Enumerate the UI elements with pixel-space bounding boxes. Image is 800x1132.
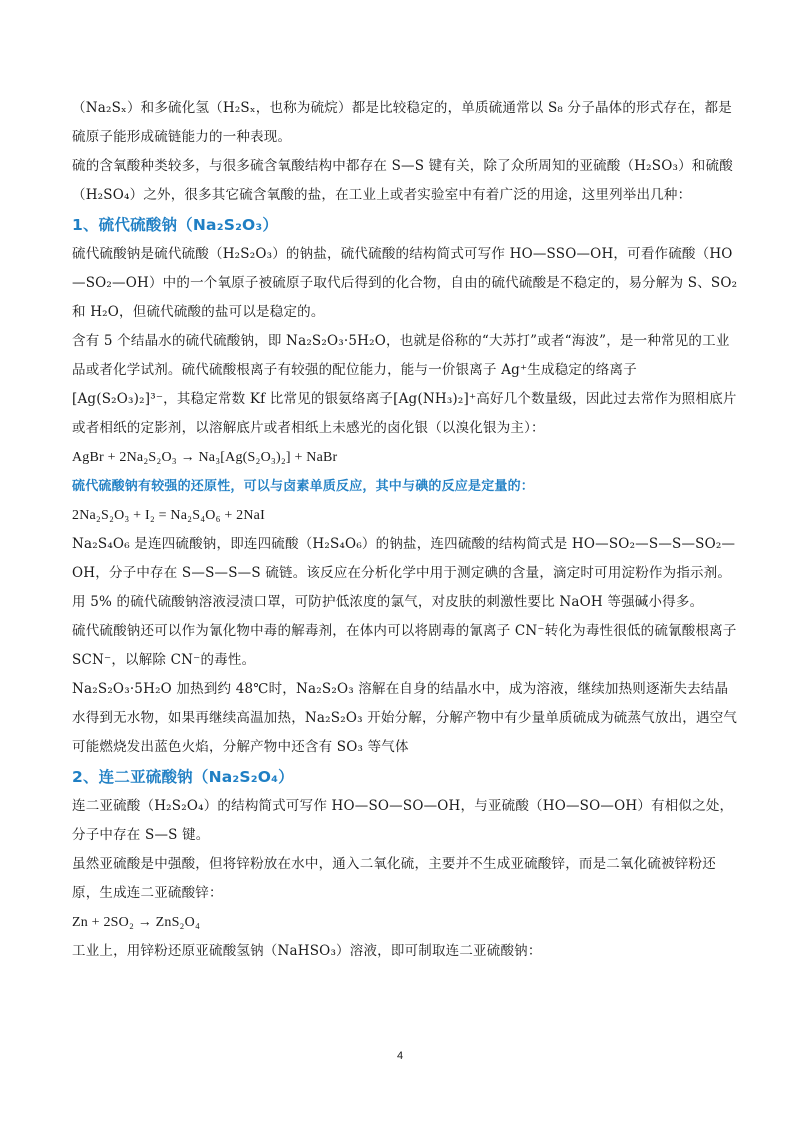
paragraph: 硫代硫酸钠是硫代硫酸（H₂S₂O₃）的钠盐，硫代硫酸的结构简式可写作 HO—SSO—OH，可看作硫酸（HO—SO₂—OH）中的一个氧原子被硫原子取代后得到的化合物，自由的硫代硫酸是不稳定的，易分解为 S、SO₂ 和 H₂O，但硫代硫酸的盐可以是稳定的。 [72, 246, 738, 320]
paragraph: Na₂S₄O₆ 是连四硫酸钠，即连四硫酸（H₂S₄O₆）的钠盐，连四硫酸的结构简式是 HO—SO₂—S—S—SO₂—OH，分子中存在 S—S—S—S 硫链。该反应在分析化学中用于测定碘的含量，滴定时可用淀粉作为指示剂。 [72, 536, 736, 581]
paragraph: 硫的含氧酸种类较多，与很多硫含氧酸结构中都存在 S—S 键有关，除了众所周知的亚硫酸（H₂SO₃）和硫酸（H₂SO₄）之外，很多其它硫含氧酸的盐，在工业上或者实验室中有着广泛的用途，这里列举出几种： [72, 158, 733, 203]
chemical-equation: 2Na₂S₂O₃ + I₂ = Na₂S₄O₆ + 2NaI [72, 508, 265, 523]
chemical-equation: AgBr + 2Na₂S₂O₃ → Na₃[Ag(S₂O₃)₂] + NaBr [72, 450, 338, 465]
page-number: 4 [396, 1050, 404, 1062]
paragraph: （Na₂Sₓ）和多硫化氢（H₂Sₓ，也称为硫烷）都是比较稳定的，单质硫通常以 S₈ 分子晶体的形式存在，都是硫原子能形成硫链能力的一种表现。 [72, 100, 732, 145]
paragraph: Na₂S₂O₃·5H₂O 加热到约 48℃时，Na₂S₂O₃ 溶解在自身的结晶水中，成为溶液，继续加热则逐渐失去结晶水得到无水物，如果再继续高温加热，Na₂S₂O₃ 开始分解，分解产物中有少量单质硫成为硫蒸气放出，遇空气可能燃烧发出蓝色火焰，分解产物中还含有 SO₃ 等气体 [72, 681, 738, 755]
highlighted-note: 硫代硫酸钠有较强的还原性，可以与卤素单质反应，其中与碘的反应是定量的： [72, 479, 535, 494]
section-heading: 1、硫代硫酸钠（Na₂S₂O₃） [72, 216, 279, 234]
paragraph: 硫代硫酸钠还可以作为氰化物中毒的解毒剂，在体内可以将剧毒的氰离子 CN⁻转化为毒性很低的硫氰酸根离子 SCN⁻，以解除 CN⁻的毒性。 [72, 623, 737, 668]
paragraph: 连二亚硫酸（H₂S₂O₄）的结构简式可写作 HO—SO—SO—OH，与亚硫酸（HO—SO—OH）有相似之处，分子中存在 S—S 键。 [72, 798, 734, 843]
chemical-equation: Zn + 2SO₂ → ZnS₂O₄ [72, 915, 201, 930]
paragraph: 工业上，用锌粉还原亚硫酸氢钠（NaHSO₃）溶液，即可制取连二亚硫酸钠： [72, 943, 542, 959]
section-heading: 2、连二亚硫酸钠（Na₂S₂O₄） [72, 768, 294, 786]
page-content [72, 94, 740, 966]
paragraph: 虽然亚硫酸是中强酸，但将锌粉放在水中，通入二氧化硫，主要并不生成亚硫酸锌，而是二氧化硫被锌粉还原，生成连二亚硫酸锌： [72, 856, 716, 901]
paragraph: 含有 5 个结晶水的硫代硫酸钠，即 Na₂S₂O₃·5H₂O，也就是俗称的“大苏打”或者“海波”，是一种常见的工业品或者化学试剂。硫代硫酸根离子有较强的配位能力，能与一价银离子 Ag⁺生成稳定的络离子 [Ag(S₂O₃)₂]³⁻，其稳定常数 Kf 比常见的银氨络离子[Ag(NH₃)₂]⁺高好几个数量级，因此过去常作为照相底片或者相纸的定影剂，以溶解底片或者相纸上未感光的卤化银（以溴化银为主）： [72, 333, 737, 436]
paragraph: 用 5% 的硫代硫酸钠溶液浸渍口罩，可防护低浓度的氯气，对皮肤的刺激性要比 NaOH 等强碱小得多。 [72, 594, 704, 610]
